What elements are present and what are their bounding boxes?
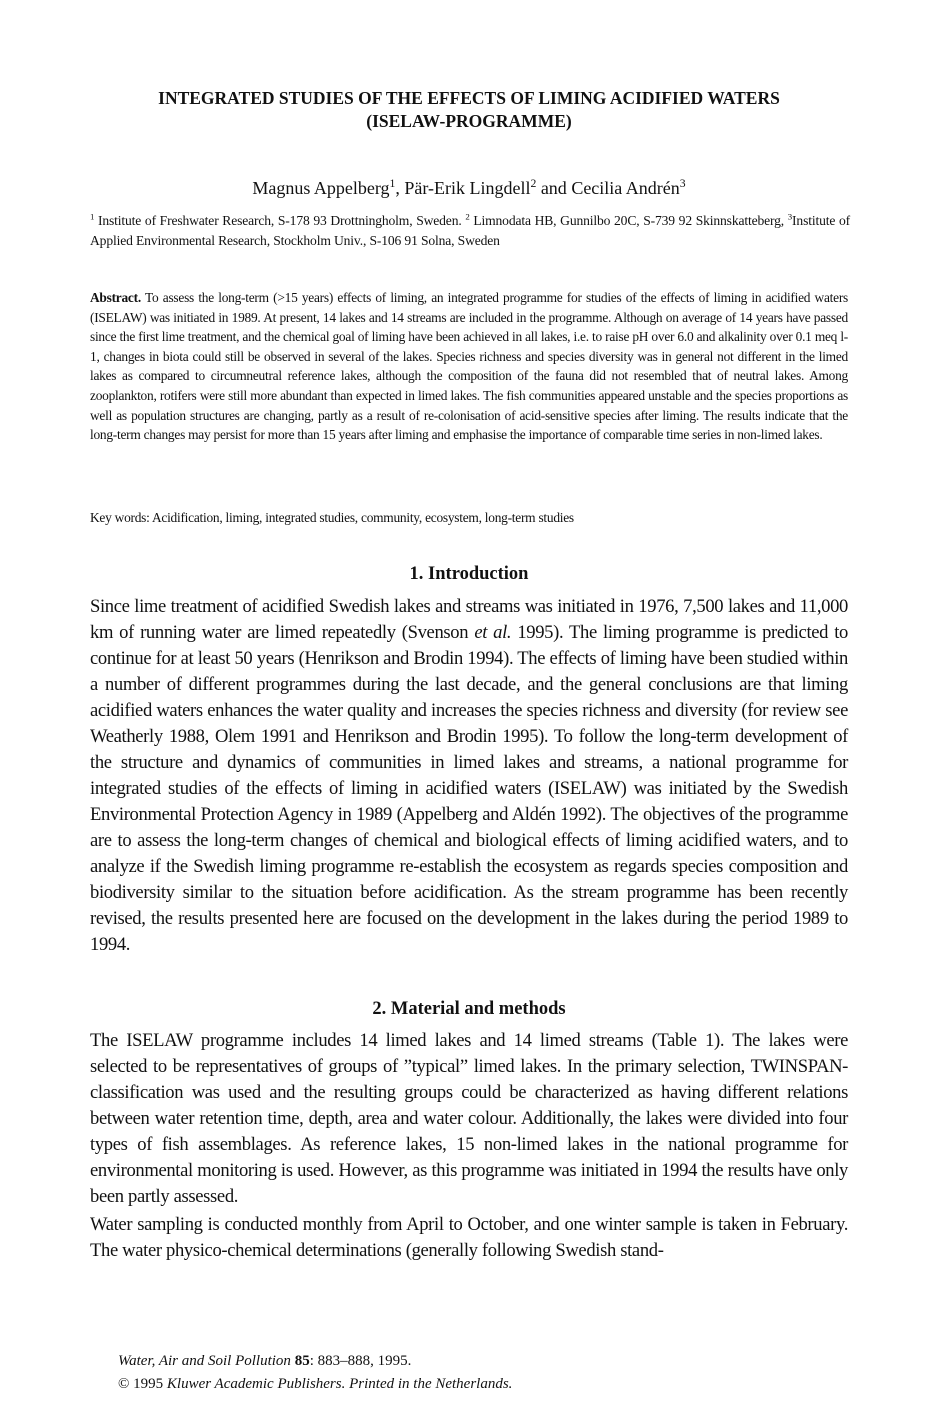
sep: , bbox=[395, 178, 405, 198]
abstract bbox=[90, 288, 848, 445]
citation-footer bbox=[118, 1350, 512, 1396]
volume: 85 bbox=[290, 1353, 310, 1369]
citation-line bbox=[118, 1350, 512, 1373]
author: Cecilia Andrén bbox=[571, 178, 680, 198]
pages: : 883–888, 1995. bbox=[309, 1353, 412, 1369]
affil-text: Limnodata HB, Gunnilbo 20C, S-739 92 Skinnskatteberg, bbox=[469, 213, 788, 228]
publisher: Kluwer Academic Publishers. Printed in the Netherlands. bbox=[163, 1376, 513, 1392]
copyright-line bbox=[118, 1373, 512, 1396]
author: Magnus Appelberg bbox=[252, 178, 390, 198]
affil-sup: 2 bbox=[465, 211, 470, 222]
affil-text: Institute of Freshwater Research, S-178 93 Drottningholm, Sweden. bbox=[94, 213, 466, 228]
affil-sup: 1 bbox=[90, 211, 95, 222]
affiliations bbox=[90, 211, 850, 251]
paragraph: The ISELAW programme includes 14 limed lakes and 14 limed streams (Table 1). The lakes were selected to be representatives of groups of ”typical” limed lakes. In the primary selection, TWINSPAN-classification was used and the resulting groups could be characterized as having different relations between water retention time, depth, area and water colour. Additionally, the lakes were divided into four types of fish assemblages. As reference lakes, 15 non-limed lakes in the national programme for environmental monitoring is used. However, as this programme was initiated in 1994 the results have only been partly assessed. bbox=[90, 1030, 848, 1207]
author-sup: 2 bbox=[530, 177, 537, 190]
text: 1995). The liming programme is predicted to continue for at least 50 years (Henrikson and Brodin 1994). The effects of liming have been studied within a number of different programmes during the last decade, and the general conclusions are that liming acidified waters enhances the water quality and increases the species richness and diversity (for review see Weatherly 1988, Olem 1991 and Henrikson and Brodin 1995). To follow the long-term development of the structure and dynamics of communities in limed lakes and streams, a national programme for integrated studies of the effects of liming in acidified waters (ISELAW) was initiated by the Swedish Environmental Protection Agency in 1989 (Appelberg and Aldén 1992). The objectives of the programme are to assess the long-term changes of chemical and biological effects of liming acidified waters, and to analyze if the Swedish liming programme re-establish the ecosystem as regards species composition and biodiversity similar to the situation before acidification. As the stream programme has been recently revised, the results presented here are focused on the development in the lakes during the period 1989 to 1994. bbox=[90, 622, 848, 955]
journal: Water, Air and Soil Pollution bbox=[118, 1353, 291, 1369]
section-heading: 2. Material and methods bbox=[372, 999, 566, 1019]
abstract-text: To assess the long-term (>15 years) effects of liming, an integrated programme for studies of the effects of liming in acidified waters (ISELAW) was initiated in 1989. At present, 14 lakes and 14 streams are included in the programme. Although on average of 14 years have passed since the first lime treatment, and the chemical goal of liming have been achieved in all lakes, i.e. to raise pH over 6.0 and alkalinity over 0.1 meq l-1, changes in biota could still be observed in several of the lakes. Species richness and species diversity was in general not different in the limed lakes as compared to circumneutral reference lakes, although the composition of the fauna did not resembled that of neutral lakes. Among zooplankton, rotifers were still more abundant than expected in limed lakes. The fish communities appeared unstable and the species proportions as well as population structures are changing, partly as a result of re-colonisation of acid-sensitive species after liming. The results indicate that the long-term changes may persist for more than 15 years after liming and emphasise the importance of comparable time series in non-limed lakes. bbox=[90, 290, 848, 443]
section-heading: 1. Introduction bbox=[409, 564, 529, 584]
abstract-label: Abstract. bbox=[90, 290, 141, 305]
title-line: INTEGRATED STUDIES OF THE EFFECTS OF LIMING ACIDIFIED WATERS bbox=[158, 88, 780, 108]
authors bbox=[60, 178, 878, 199]
keywords: Key words: Acidification, liming, integrated studies, community, ecosystem, long-term studies bbox=[90, 510, 574, 525]
affil-sup: 3 bbox=[787, 211, 793, 222]
paragraph: Water sampling is conducted monthly from April to October, and one winter sample is taken in February. The water physico-chemical determinations (generally following Swedish stand- bbox=[90, 1214, 848, 1261]
text: Since lime treatment of acidified Swedish lakes and streams was initiated in 1976, 7,500 lakes and 11,000 km of running water are limed repeatedly (Svenson bbox=[90, 596, 848, 643]
title-line: (ISELAW-PROGRAMME) bbox=[366, 111, 572, 131]
author-sup: 1 bbox=[389, 177, 396, 190]
copyright: © 1995 bbox=[118, 1376, 164, 1392]
author-sup: 3 bbox=[679, 177, 686, 190]
paper-title bbox=[60, 87, 878, 133]
author: Pär-Erik Lingdell bbox=[404, 178, 531, 198]
affil-text: Institute of Applied Environmental Research, Stockholm Univ., S-106 91 Solna, Sweden bbox=[90, 213, 851, 248]
text-italic: et al. bbox=[474, 622, 512, 643]
paragraph bbox=[90, 594, 848, 958]
sep: and bbox=[536, 178, 572, 198]
